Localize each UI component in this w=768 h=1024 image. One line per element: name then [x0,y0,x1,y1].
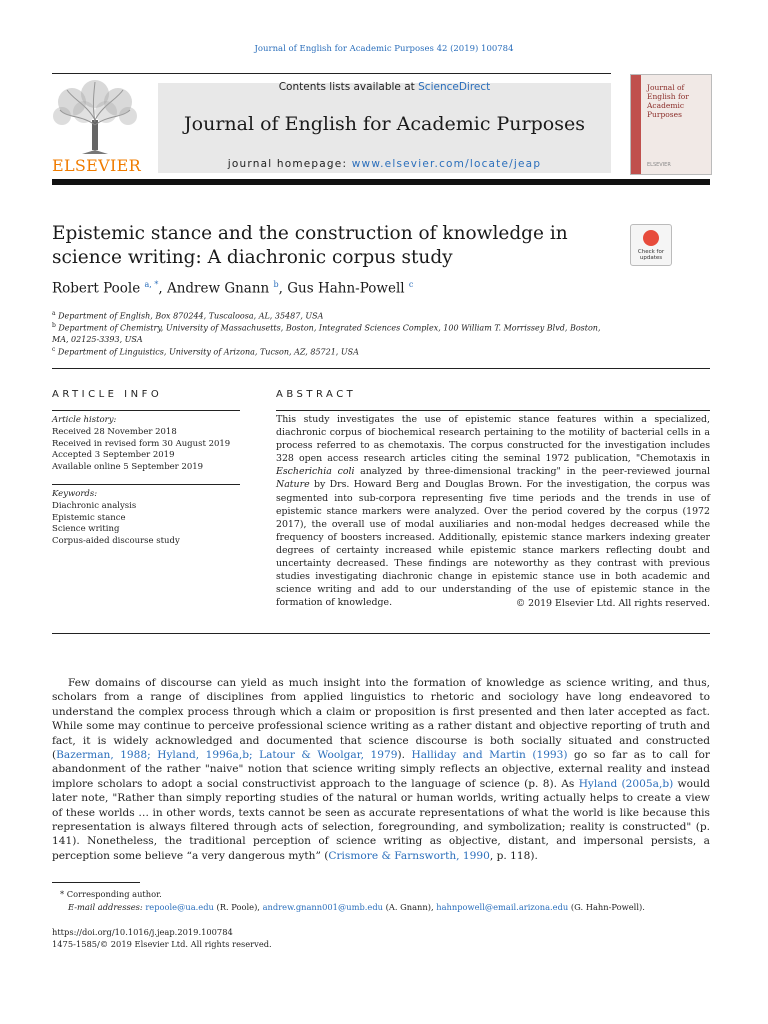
affiliation [52,344,652,358]
divider [276,410,710,411]
homepage-line [158,158,611,170]
email-link[interactable]: repoole@ua.edu [145,902,214,912]
article-history [52,415,242,474]
author-affil-link[interactable]: b [273,280,279,289]
article-info-heading: ARTICLE INFO [52,389,163,400]
body-paragraph [52,676,710,863]
divider [52,368,710,369]
citation-link[interactable]: Halliday and Martin (1993) [411,749,568,762]
keywords-label: Keywords: [52,489,98,499]
sciencedirect-link[interactable]: ScienceDirect [418,81,491,93]
keyword-item: Epistemic stance [52,512,126,523]
abstract-part: This study investigates the use of epistemic stance features within a specialized, diachronic corpus of biochemical research pertaining to the motility of bacterial cells in a process referred to as chemotaxis. The corpus constructed for the investigation includes 328 open access research articles citing the seminal 1972 publication, "Chemotaxis in [276,414,710,465]
affil-marker: a [52,310,56,317]
history-item: Received 28 November 2018 [52,426,177,437]
keyword-item: Diachronic analysis [52,500,137,511]
affil-marker: b [52,322,56,329]
contents-prefix: Contents lists available at [278,81,419,93]
homepage-prefix: journal homepage: [227,158,352,170]
email-link[interactable]: hahnpowell@email.arizona.edu [436,902,569,912]
email-owner: (A. Gnann), [385,902,434,912]
cover-band [631,75,641,174]
contents-line [158,81,611,93]
corresponding-text: Corresponding author. [66,889,162,899]
body-text-part: go so far as to call for abandonment of the rather "naive" notion that science writing simply reflects an objective, external reality and instead implore scholars to adopt a social constructivist approach to the language of science (p. 8). As [52,749,710,790]
author-affil-link[interactable]: a, * [144,280,159,289]
author-name: Andrew Gnann [166,280,270,297]
affil-marker: c [52,346,56,353]
affiliation [52,320,612,345]
history-item: Available online 5 September 2019 [52,462,204,473]
header-rule [52,73,611,74]
citation-link[interactable]: Hyland (2005a,b) [578,777,674,790]
body-text-part: ). [397,749,412,762]
bookmark-icon [643,230,659,246]
email-label: E-mail addresses: [68,902,143,912]
author-name: Gus Hahn-Powell [287,280,405,297]
badge-label: Check for updates [637,249,665,261]
affil-text: Department of English, Box 870244, Tuscaloosa, AL, 35487, USA [58,311,324,321]
homepage-link[interactable]: www.elsevier.com/locate/jeap [351,158,542,170]
body-text-part: Few domains of discourse can yield as much insight into the formation of knowledge as science writing, and thus, scholars from a range of disciplines from applied linguistics to rhetoric and sociology have long endeavored to understand the complex process through which a claim or proposition is first presented and then later accepted as fact. While some may continue to perceive professional science writing as a rather distant and objective reporting of truth and fact, it is widely acknowledged and documented that science discourse is both socially situated and constructed ( [52,677,710,762]
elsevier-logo[interactable] [52,80,141,176]
keyword-item: Corpus-aided discourse study [52,536,180,547]
keyword-item: Science writing [52,524,120,535]
history-item: Received in revised form 30 August 2019 [52,438,231,449]
footnote-divider [52,882,140,883]
abstract-part: analyzed by three-dimensional tracking" in the peer-reviewed journal [354,466,710,478]
affil-text: Department of Linguistics, University of Arizona, Tucson, AZ, 85721, USA [57,347,359,357]
author-name: Robert Poole [52,280,141,297]
abstract-text [276,413,710,609]
cover-text [647,83,705,119]
keywords [52,489,242,548]
publisher-name: ELSEVIER [52,156,141,175]
author-list: Robert Poole $^{a, *}$, Andrew Gnann $^b$, Gus Hahn-Powell $^c$ [52,280,414,297]
divider [52,484,240,485]
article-title: Epistemic stance and the construction of knowledge in science writing: A diachronic corpus study [52,223,568,268]
abstract-italic: Escherichia coli [276,466,355,478]
email-link[interactable]: andrew.gnann001@umb.edu [262,902,383,912]
abstract-heading: ABSTRACT [276,389,357,400]
body-text-part: would later note, "Rather than simply reporting studies of the natural or human worlds, writing actually helps to create a view of these worlds … in other words, texts cannot be seen as accurate representations of what the world is like because this representation is always filtered through acts of selection, foregrounding, and symbolization; reality is constructed" (p. 141). Nonetheless, the traditional perception of science writing as objective, distant, and impersonal persists, a perception some believe “a very dangerous myth” ( [52,777,710,862]
abstract-italic: Nature [276,479,310,491]
abstract-copyright: © 2019 Elsevier Ltd. All rights reserved. [515,598,710,609]
history-item: Accepted 3 September 2019 [52,450,175,461]
doi-link[interactable]: https://doi.org/10.1016/j.jeap.2019.100784 [52,927,233,937]
email-owner: (G. Hahn-Powell). [570,902,645,912]
journal-title: Journal of English for Academic Purposes [184,113,585,135]
abstract-part: by Drs. Howard Berg and Douglas Brown. For the investigation, the corpus was segmented into sub-corpora representing five time periods and the trends in use of epistemic stance markers were analyzed. Over the period covered by the corpus (1972 2017), the overall use of modal auxiliaries and non-modal hedges decreased while the frequency of boosters increased. Additionally, epistemic stance markers indexing greater degrees of certainty increased while epistemic stance markers reflecting doubt and uncertainty decreased. These findings are noteworthy as they contrast with previous studies investigating diachronic change in epistemic stance use in both academic and science writing and add to our understanding of the use of epistemic stance in the formation of knowledge. [276,479,710,609]
citation-link[interactable]: Bazerman, 1988; Hyland, 1996a,b; Latour & Woolgar, 1979 [56,749,398,762]
history-label: Article history: [52,415,117,425]
cover-title: English for Academic Purposes [647,92,689,119]
journal-cover[interactable] [630,74,712,175]
author-affil-link[interactable]: c [408,280,414,289]
affil-text: Department of Chemistry, University of Massachusetts, Boston, Integrated Sciences Complex, 100 William T. Morrissey Blvd, Boston, MA, 02125-3393, USA [52,323,601,344]
cover-label: Journal of [647,83,685,92]
header-thick-rule [52,179,710,185]
issn-line: 1475-1585/© 2019 Elsevier Ltd. All rights reserved. [52,939,272,949]
journal-citation[interactable]: Journal of English for Academic Purposes 42 (2019) 100784 [254,44,514,54]
email-addresses [52,901,726,913]
elsevier-tree-icon [52,80,138,154]
cover-publisher: ELSEVIER [647,162,671,168]
corresponding-author-note: * Corresponding author. [60,889,162,899]
check-for-updates-button[interactable] [630,224,672,266]
divider [52,633,710,634]
email-owner: (R. Poole), [216,902,260,912]
body-text-part: , p. 118). [489,849,538,862]
citation-link[interactable]: Crismore & Farnsworth, 1990 [328,849,490,862]
divider [52,410,240,411]
